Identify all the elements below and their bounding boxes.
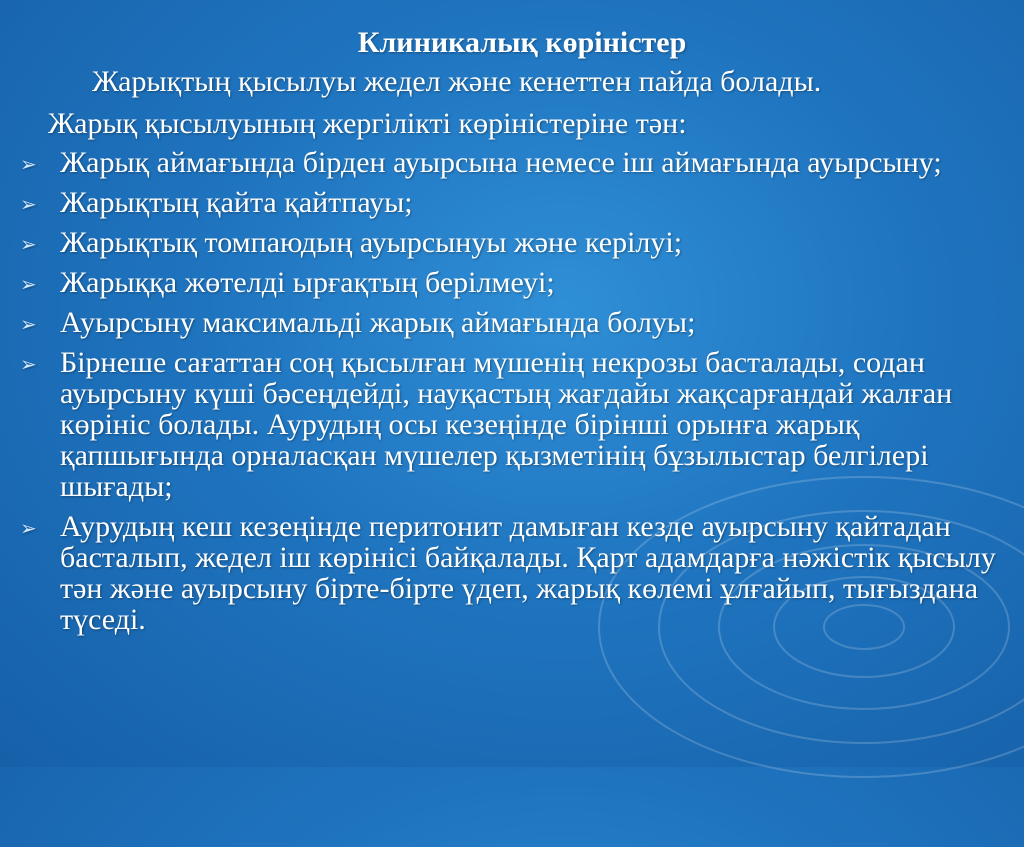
bullet-text: Аурудың кеш кезеңінде перитонит дамыған кезде ауырсыну қайтадан басталып, жедел іш көрінісі байқалады. Қарт адамдарға нәжістік қысылу тән және ауырсыну бірте-бірте үдеп, жарық көлемі ұлғайып, тығыздана түседі. xyxy=(60,510,996,636)
bullet-item xyxy=(0,187,1000,218)
bullet-item xyxy=(0,511,1000,635)
bullet-text: Ауырсыну максимальді жарық аймағында болуы; xyxy=(60,306,696,339)
bullet-item xyxy=(0,147,1000,178)
bullet-text: Жарықтық томпаюдың ауырсынуы және керілуі; xyxy=(60,226,683,259)
chevron-right-icon: ➢ xyxy=(20,352,37,376)
bullet-text: Жарыққа жөтелді ырғақтың берілмеуі; xyxy=(60,266,555,299)
bullet-item xyxy=(0,307,1000,338)
bullet-item xyxy=(0,347,1000,502)
intro-line-1: Жарықтың қысылуы жедел және кенеттен пайда болады. xyxy=(92,65,822,98)
chevron-right-icon: ➢ xyxy=(20,232,37,256)
bullet-list xyxy=(0,147,1000,644)
bullet-text: Жарықтың қайта қайтпауы; xyxy=(60,186,413,219)
chevron-right-icon: ➢ xyxy=(20,312,37,336)
chevron-right-icon: ➢ xyxy=(20,516,37,540)
bullet-text: Жарық аймағында бірден ауырсына немесе іш аймағында ауырсыну; xyxy=(60,146,942,179)
bullet-text: Бірнеше сағаттан соң қысылған мүшенің некрозы басталады, содан ауырсыну күші бәсеңдейді, науқастың жағдайы жақсарғандай жалған көрініс болады. Аурудың осы кезеңінде бірінші орынға жарық қапшығында орналасқан мүшелер қызметінің бұзылыстар белгілері шығады; xyxy=(60,346,953,503)
chevron-right-icon: ➢ xyxy=(20,152,37,176)
chevron-right-icon: ➢ xyxy=(20,272,37,296)
intro-line-2: Жарық қысылуының жергілікті көріністеріне тән: xyxy=(48,107,687,140)
bullet-item xyxy=(0,227,1000,258)
chevron-right-icon: ➢ xyxy=(20,192,37,216)
slide-title: Клиникалық көріністер xyxy=(357,26,687,59)
bullet-item xyxy=(0,267,1000,298)
